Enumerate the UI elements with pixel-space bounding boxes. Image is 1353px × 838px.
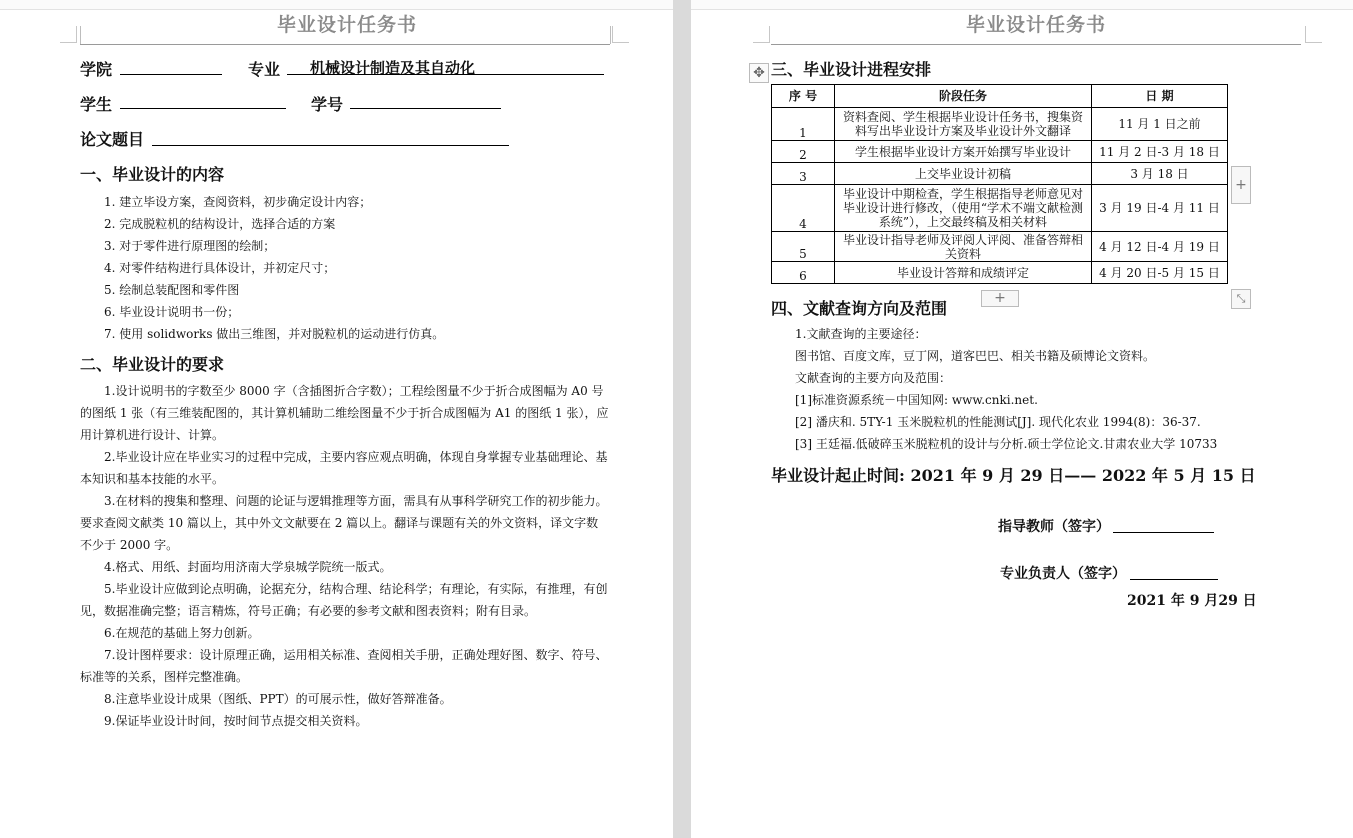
list-item: 1. 建立毕设方案，查阅资料，初步确定设计内容；: [104, 195, 372, 209]
requirement-paragraph: 2.毕业设计应在毕业实习的过程中完成，主要内容应观点明确，体现自身掌握专业基础理论、基本知识和基本技能的水平。: [80, 450, 608, 486]
literature-line: 1.文献查询的主要途径：: [795, 327, 927, 341]
student-id-field[interactable]: [350, 108, 501, 109]
requirement-paragraph: 7.设计图样要求：设计原理正确，运用相关标准、查阅相关手册，正确处理好图、数字、符号、标准等的关系，图样完整准确。: [80, 648, 608, 684]
section1-heading: 一、毕业设计的内容: [80, 165, 225, 184]
expand-icon[interactable]: ⤡: [1231, 289, 1251, 309]
table-cell-date[interactable]: 3 月 19 日-4 月 11 日: [1092, 185, 1228, 232]
schedule-table: [771, 84, 1228, 284]
header-tick: [610, 26, 611, 44]
move-icon[interactable]: ✥: [749, 63, 769, 83]
thesis-title-label: 论文题目: [80, 130, 145, 149]
student-field[interactable]: [120, 108, 286, 109]
requirement-paragraph: 5.毕业设计应做到论点明确，论据充分，结构合理、结论科学；有理论，有实际，有推理，有创见，数据准确完整；语言精炼，符号正确；有必要的参考文献和图表资料；附有目录。: [80, 582, 608, 618]
requirement-paragraph: 3.在材料的搜集和整理、问题的论证与逻辑推理等方面，需具有从事科学研究工作的初步能力。要求查阅文献类 10 篇以上，其中外文文献要在 2 篇以上。翻译与课题有关的外文资料，译文字数不少于 2000 字。: [80, 494, 608, 552]
table-cell-task[interactable]: 学生根据毕业设计方案开始撰写毕业设计: [835, 141, 1092, 163]
page-gap: [673, 0, 691, 838]
list-item: 6. 毕业设计说明书一份；: [104, 305, 240, 319]
reference-item: [3] 王廷福.低破碎玉米脱粒机的设计与分析.硕士学位论文.甘肃农业大学 10733: [795, 437, 1218, 451]
table-cell-seq[interactable]: 2: [772, 141, 835, 163]
column-header: 阶段任务: [835, 85, 1092, 108]
reference-item: [2] 潘庆和. 5TY-1 玉米脱粒机的性能测试[J]. 现代化农业 1994(8)：36-37.: [795, 415, 1201, 429]
table-cell-seq[interactable]: 3: [772, 163, 835, 185]
table-cell-task[interactable]: 毕业设计答辩和成绩评定: [835, 262, 1092, 284]
list-item: 5. 绘制总装配图和零件图: [104, 283, 240, 297]
document-page-left: [0, 0, 673, 838]
list-item: 7. 使用 solidworks 做出三维图，并对脱粒机的运动进行仿真。: [104, 327, 445, 341]
table-cell-date[interactable]: 4 月 12 日-4 月 19 日: [1092, 232, 1228, 262]
table-cell-date[interactable]: 4 月 20 日-5 月 15 日: [1092, 262, 1228, 284]
page-header-title: 毕业设计任务书: [966, 14, 1107, 36]
table-header-row: [772, 85, 1228, 108]
table-cell-task[interactable]: 毕业设计中期检查，学生根据指导老师意见对毕业设计进行修改，（使用“学术不端文献检测系统”），上交最终稿及相关材料: [835, 185, 1092, 232]
table-cell-seq[interactable]: 1: [772, 108, 835, 141]
crop-mark: [1305, 26, 1322, 43]
section2-heading: 二、毕业设计的要求: [80, 355, 225, 374]
table-cell-task[interactable]: 上交毕业设计初稿: [835, 163, 1092, 185]
major-label: 专业: [248, 60, 281, 79]
table-row: [772, 108, 1228, 141]
design-period: 毕业设计起止时间: 2021 年 9 月 29 日—— 2022 年 5 月 15 日: [771, 466, 1256, 485]
major-field-underline: [287, 74, 604, 75]
table-cell-date[interactable]: 11 月 1 日之前: [1092, 108, 1228, 141]
table-row: [772, 262, 1228, 284]
major-value[interactable]: 机械设计制造及其自动化: [310, 59, 476, 77]
table-cell-seq[interactable]: 6: [772, 262, 835, 284]
table-cell-task[interactable]: 毕业设计指导老师及评阅人评阅、准备答辩相关资料: [835, 232, 1092, 262]
list-item: 2. 完成脱粒机的结构设计，选择合适的方案: [104, 217, 336, 231]
thesis-title-field[interactable]: [152, 145, 509, 146]
add-row-icon[interactable]: +: [981, 290, 1019, 307]
crop-mark: [753, 26, 770, 43]
requirement-paragraph: 1.设计说明书的字数至少 8000 字（含插图折合字数）；工程绘图量不少于折合成图幅为 A0 号的图纸 1 张（有三维装配图的，其计算机辅助二维绘图量不少于折合成图幅为 A1 的图纸 1 张），应用计算机进行设计、计算。: [80, 384, 609, 442]
head-signature-label: 专业负责人（签字）: [1000, 566, 1126, 582]
advisor-signature-field[interactable]: [1113, 532, 1214, 533]
header-tick: [80, 26, 81, 44]
section4-heading: 四、文献查询方向及范围: [771, 299, 948, 318]
column-header: 序 号: [772, 85, 835, 108]
table-cell-seq[interactable]: 5: [772, 232, 835, 262]
crop-mark: [60, 26, 77, 43]
student-id-label: 学号: [311, 95, 344, 114]
requirement-paragraph: 8.注意毕业设计成果（图纸、PPT）的可展示性，做好答辩准备。: [104, 692, 452, 706]
requirement-paragraph: 4.格式、用纸、封面均用济南大学泉城学院统一版式。: [104, 560, 392, 574]
table-cell-date[interactable]: 11 月 2 日-3 月 18 日: [1092, 141, 1228, 163]
student-label: 学生: [80, 95, 113, 114]
table-cell-date[interactable]: 3 月 18 日: [1092, 163, 1228, 185]
page-header-title: 毕业设计任务书: [277, 14, 418, 36]
table-row: [772, 163, 1228, 185]
requirement-paragraph: 9.保证毕业设计时间，按时间节点提交相关资料。: [104, 714, 368, 728]
reference-item: [1]标准资源系统－中国知网: www.cnki.net.: [795, 393, 1038, 407]
list-item: 3. 对于零件进行原理图的绘制；: [104, 239, 276, 253]
header-rule: [771, 44, 1301, 45]
crop-mark: [612, 26, 629, 43]
column-header: 日 期: [1092, 85, 1228, 108]
table-row: [772, 141, 1228, 163]
literature-line: 图书馆、百度文库，豆丁网，道客巴巴、相关书籍及硕博论文资料。: [795, 349, 1156, 363]
ruler-strip: [691, 0, 1353, 10]
table-row: [772, 232, 1228, 262]
table-row: [772, 185, 1228, 232]
section3-heading: 三、毕业设计进程安排: [771, 60, 932, 79]
list-item: 4. 对零件结构进行具体设计，并初定尺寸；: [104, 261, 336, 275]
ruler-strip: [0, 0, 673, 10]
requirement-paragraph: 6.在规范的基础上努力创新。: [104, 626, 260, 640]
head-signature-field[interactable]: [1130, 579, 1218, 580]
header-rule: [80, 44, 610, 45]
college-label: 学院: [80, 60, 113, 79]
college-field[interactable]: [120, 74, 222, 75]
advisor-signature-label: 指导教师（签字）: [998, 519, 1110, 535]
sign-date: 2021 年 9 月29 日: [1127, 593, 1257, 609]
add-column-icon[interactable]: +: [1231, 166, 1251, 204]
table-cell-task[interactable]: 资料查阅、学生根据毕业设计任务书，搜集资料写出毕业设计方案及毕业设计外文翻译: [835, 108, 1092, 141]
table-cell-seq[interactable]: 4: [772, 185, 835, 232]
literature-line: 文献查询的主要方向及范围：: [795, 371, 952, 385]
